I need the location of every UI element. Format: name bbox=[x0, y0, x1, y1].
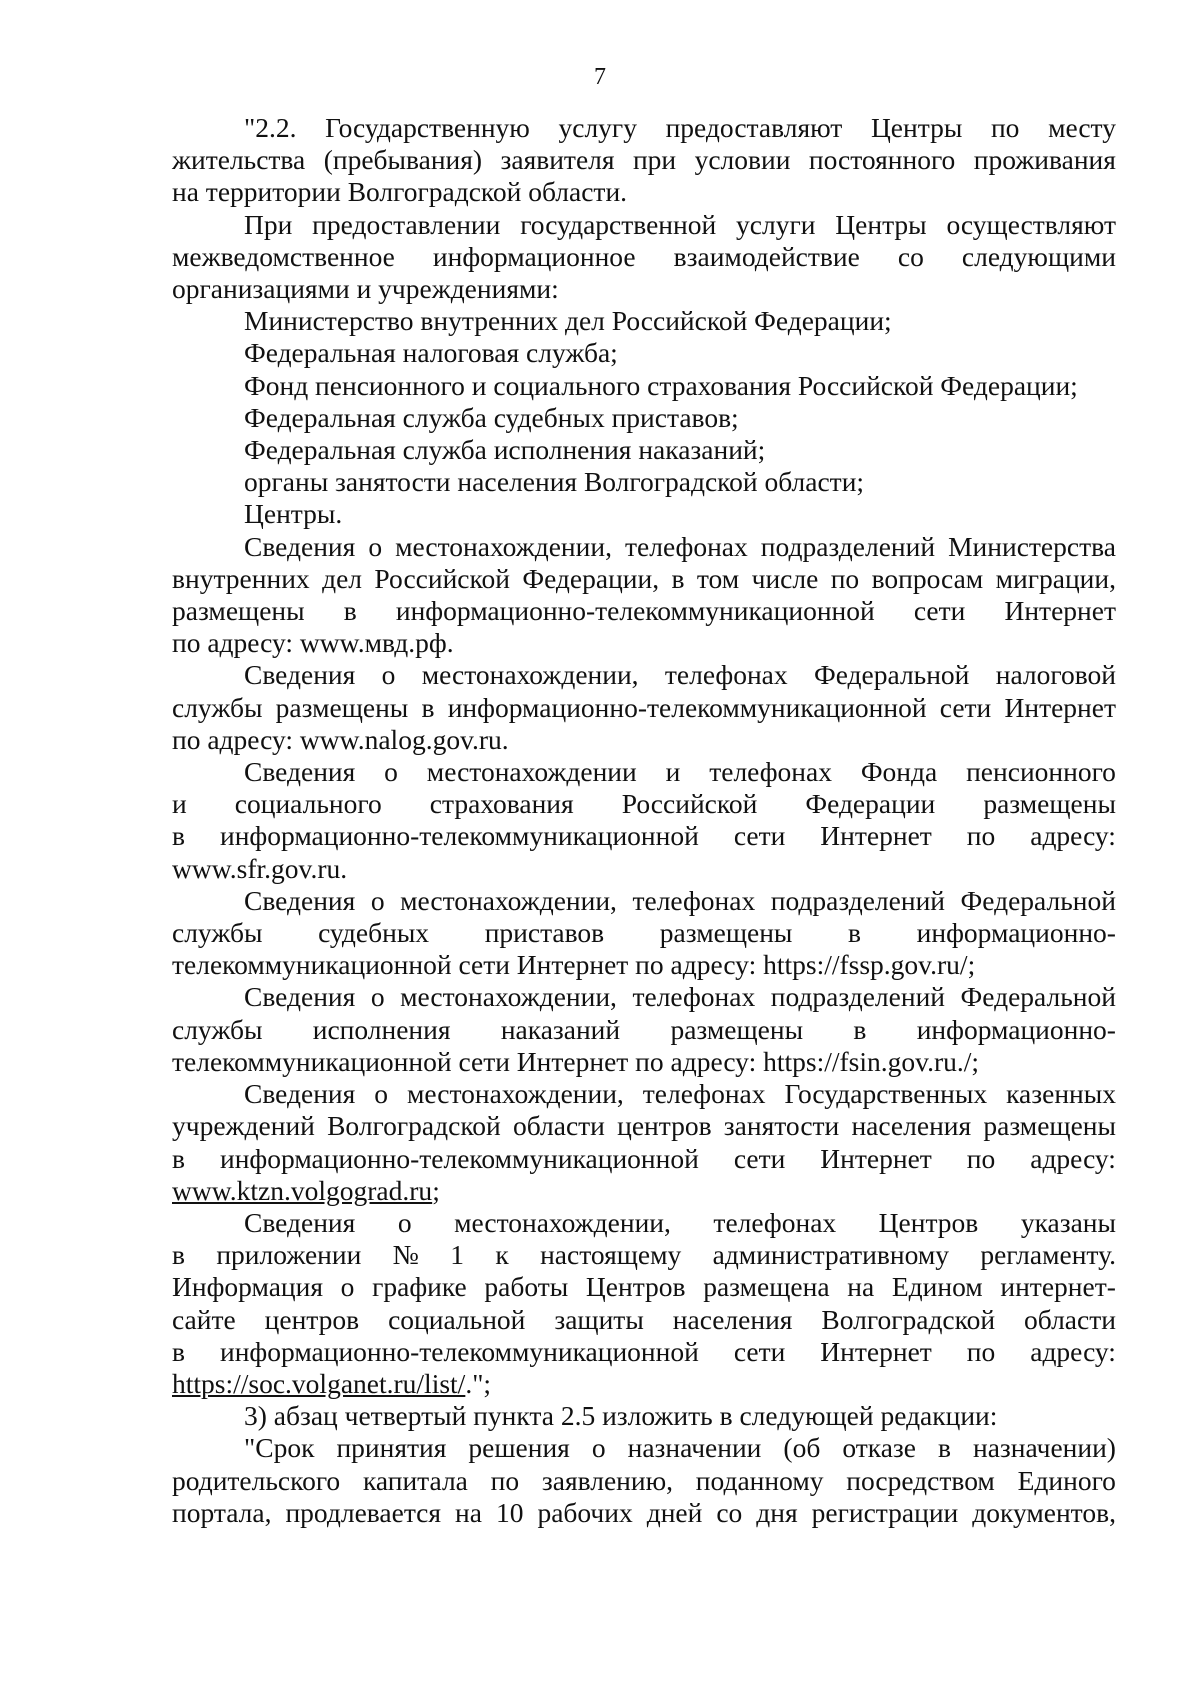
list-item: Министерство внутренних дел Российской Федерации; bbox=[244, 305, 892, 337]
word: дня bbox=[756, 1496, 798, 1528]
paragraph-centers bbox=[172, 1207, 1116, 1400]
word: в bbox=[172, 1335, 185, 1367]
word: в bbox=[172, 1239, 185, 1271]
word: по bbox=[990, 112, 1020, 143]
word: по bbox=[490, 1464, 520, 1496]
word: телефонах bbox=[632, 884, 756, 916]
word: о bbox=[384, 756, 398, 788]
word: в bbox=[172, 1142, 185, 1174]
text-line bbox=[172, 1110, 1116, 1142]
word: жительства bbox=[172, 144, 306, 176]
word: и bbox=[172, 788, 187, 820]
document-body bbox=[172, 112, 1116, 1529]
word: вопросам bbox=[871, 562, 984, 594]
word: информационно-телекоммуникационной bbox=[219, 820, 699, 852]
word: телефонах bbox=[709, 756, 832, 788]
word: При bbox=[244, 208, 293, 240]
word: Центры bbox=[835, 208, 927, 240]
word: 10 bbox=[495, 1496, 524, 1528]
word: настоящему bbox=[540, 1239, 682, 1271]
word: Интернет bbox=[820, 1142, 932, 1174]
word: о bbox=[368, 530, 383, 562]
text-line: организациями и учреждениями: bbox=[172, 273, 559, 305]
word: дел bbox=[322, 562, 362, 594]
text-line bbox=[172, 1465, 1116, 1497]
word: размещены bbox=[670, 1013, 804, 1045]
text-line bbox=[172, 756, 1116, 788]
text-line bbox=[172, 1175, 1116, 1207]
word: размещены bbox=[275, 691, 409, 723]
word: назначении bbox=[627, 1432, 762, 1464]
word: в bbox=[172, 820, 185, 852]
paragraph-2-2 bbox=[172, 112, 1116, 209]
text-line bbox=[172, 112, 1116, 144]
word: работы bbox=[484, 1271, 569, 1303]
word: размещены bbox=[983, 1110, 1116, 1142]
text-line: по адресу: www.мвд.рф. bbox=[172, 627, 454, 659]
word: службы bbox=[172, 917, 263, 949]
word: Сведения bbox=[244, 981, 356, 1013]
word: о bbox=[370, 884, 385, 916]
word: сети bbox=[913, 595, 966, 627]
word: о bbox=[397, 1206, 412, 1238]
word: защиты bbox=[554, 1303, 644, 1335]
word: местонахождении, bbox=[406, 1078, 624, 1110]
word: предоставлении bbox=[312, 208, 501, 240]
word: телефонах bbox=[625, 530, 748, 562]
word: наказаний bbox=[500, 1013, 621, 1045]
word: № bbox=[392, 1239, 419, 1271]
word: службы bbox=[172, 1013, 263, 1045]
word: Едином bbox=[891, 1271, 983, 1303]
word: сети bbox=[939, 691, 992, 723]
word: Волгоградской bbox=[821, 1303, 996, 1335]
word: пенсионного bbox=[966, 756, 1116, 788]
word: страхования bbox=[429, 788, 574, 820]
word: местонахождении, bbox=[395, 530, 612, 562]
soc-volganet-link[interactable]: https://soc.volganet.ru/list/ bbox=[172, 1367, 466, 1399]
paragraph-fssp bbox=[172, 885, 1116, 982]
word: размещены bbox=[659, 917, 793, 949]
word: "Срок bbox=[244, 1432, 315, 1464]
word: центров bbox=[264, 1303, 360, 1335]
word: со bbox=[716, 1496, 743, 1528]
word: области bbox=[1024, 1303, 1116, 1335]
word: информационное bbox=[432, 240, 636, 272]
word: Министерства bbox=[948, 530, 1116, 562]
word: родительского bbox=[172, 1464, 341, 1496]
word: указаны bbox=[1020, 1206, 1116, 1238]
word: подразделений bbox=[770, 884, 945, 916]
word: Интернет bbox=[1004, 595, 1116, 627]
word: Информация bbox=[172, 1271, 323, 1303]
word: Сведения bbox=[244, 884, 356, 916]
word: в bbox=[937, 1432, 951, 1464]
word: (об bbox=[783, 1432, 821, 1464]
word: Сведения bbox=[244, 1078, 356, 1110]
word: Волгоградской bbox=[327, 1110, 501, 1142]
word: взаимодействие bbox=[673, 240, 860, 272]
word: казенных bbox=[1006, 1078, 1116, 1110]
word: и bbox=[665, 756, 681, 788]
word: Интернет bbox=[820, 820, 932, 852]
word: межведомственное bbox=[172, 240, 395, 272]
text-line bbox=[172, 1432, 1116, 1464]
text-line bbox=[172, 1143, 1116, 1175]
list-item: Федеральная налоговая служба; bbox=[244, 337, 618, 369]
word: о bbox=[340, 1271, 355, 1303]
word: к bbox=[495, 1239, 509, 1271]
word: назначении) bbox=[973, 1432, 1116, 1464]
word: внутренних bbox=[172, 562, 310, 594]
word: условии bbox=[694, 144, 791, 176]
word: по bbox=[966, 1142, 996, 1174]
word: телефонах bbox=[664, 659, 788, 691]
word: регламенту. bbox=[980, 1239, 1116, 1271]
word: услугу bbox=[558, 112, 637, 143]
word: со bbox=[897, 240, 924, 272]
text-line bbox=[172, 820, 1116, 852]
text-line: www.sfr.gov.ru. bbox=[172, 852, 348, 884]
list-item: Центры. bbox=[244, 498, 343, 530]
text-line bbox=[172, 1207, 1116, 1239]
word: числе bbox=[751, 562, 819, 594]
word: судебных bbox=[318, 917, 430, 949]
page-number: 7 bbox=[594, 64, 606, 90]
word: приложении bbox=[216, 1239, 362, 1271]
word: Государственную bbox=[325, 112, 530, 143]
word: проживания bbox=[973, 144, 1116, 176]
word: услуги bbox=[736, 208, 816, 240]
word: сети bbox=[733, 820, 786, 852]
word: заявлению, bbox=[541, 1464, 674, 1496]
text-line bbox=[172, 531, 1116, 563]
word: Федерации, bbox=[522, 562, 660, 594]
paragraph-sfr bbox=[172, 756, 1116, 885]
text-line: телекоммуникационной сети Интернет по адресу: https://fssp.gov.ru/; bbox=[172, 949, 976, 981]
word: службы bbox=[172, 691, 263, 723]
word: по bbox=[966, 820, 996, 852]
word: осуществляют bbox=[946, 208, 1116, 240]
text-line bbox=[172, 1497, 1116, 1529]
list-item: Федеральная служба исполнения наказаний; bbox=[244, 434, 766, 466]
word: посредством bbox=[846, 1464, 995, 1496]
word: местонахождении, bbox=[421, 659, 639, 691]
word: в bbox=[848, 917, 862, 949]
word: информационно- bbox=[916, 917, 1116, 949]
word: в bbox=[671, 562, 685, 594]
word: Центров bbox=[878, 1206, 979, 1238]
word: регистрации bbox=[811, 1496, 959, 1528]
text-line bbox=[172, 885, 1116, 917]
ktzn-link[interactable]: www.ktzn.volgograd.ru bbox=[172, 1174, 433, 1206]
word: подразделений bbox=[770, 981, 945, 1013]
organizations-list bbox=[172, 305, 1116, 530]
word: том bbox=[696, 562, 740, 594]
word: Центры bbox=[870, 112, 963, 143]
list-item: Федеральная служба судебных приставов; bbox=[244, 401, 739, 433]
text-line bbox=[172, 1014, 1116, 1046]
word: на bbox=[847, 1271, 875, 1303]
word: предоставляют bbox=[665, 112, 843, 143]
paragraph-mvd bbox=[172, 531, 1116, 660]
word: решения bbox=[468, 1432, 570, 1464]
word: отказе bbox=[842, 1432, 916, 1464]
word: адресу: bbox=[1030, 1335, 1116, 1367]
word: Федеральной bbox=[813, 659, 970, 691]
text-fragment: ."; bbox=[465, 1367, 492, 1399]
word: приставов bbox=[484, 917, 605, 949]
word: Федеральной bbox=[960, 884, 1116, 916]
word: информационно-телекоммуникационной bbox=[219, 1335, 699, 1367]
paragraph-interaction bbox=[172, 209, 1116, 306]
word: Сведения bbox=[244, 530, 356, 562]
word: месту bbox=[1048, 112, 1116, 143]
word: о bbox=[591, 1432, 606, 1464]
word: Фонда bbox=[860, 756, 938, 788]
paragraph-2-5 bbox=[172, 1432, 1116, 1529]
text-line bbox=[172, 1271, 1116, 1303]
text-line bbox=[172, 1368, 1116, 1400]
word: сети bbox=[733, 1335, 786, 1367]
word: местонахождении, bbox=[400, 884, 617, 916]
text-line bbox=[172, 1239, 1116, 1271]
word: о bbox=[370, 981, 385, 1013]
word: графике bbox=[372, 1271, 467, 1303]
word: Интернет bbox=[820, 1335, 932, 1367]
word: заявителя bbox=[500, 144, 615, 176]
word: в bbox=[421, 691, 435, 723]
word: телефонах bbox=[642, 1078, 766, 1110]
word: 1 bbox=[450, 1239, 464, 1271]
word: при bbox=[632, 144, 677, 176]
word: адресу: bbox=[1030, 1142, 1116, 1174]
word: поданному bbox=[695, 1464, 824, 1496]
word: Центров bbox=[585, 1271, 686, 1303]
word: по bbox=[830, 562, 860, 594]
word: размещены bbox=[172, 595, 305, 627]
word: налоговой bbox=[995, 659, 1116, 691]
word: портала, bbox=[172, 1496, 272, 1528]
word: Интернет bbox=[1004, 691, 1116, 723]
word: размещены bbox=[983, 788, 1116, 820]
word: населения bbox=[672, 1303, 793, 1335]
text-line: по адресу: www.nalog.gov.ru. bbox=[172, 723, 509, 755]
word: следующими bbox=[961, 240, 1116, 272]
word: по bbox=[966, 1335, 996, 1367]
word: центров bbox=[617, 1110, 712, 1142]
word: подразделений bbox=[760, 530, 936, 562]
word: сайте bbox=[172, 1303, 236, 1335]
word: телефонах bbox=[713, 1206, 837, 1238]
list-item: органы занятости населения Волгоградской области; bbox=[244, 466, 865, 498]
word: местонахождении, bbox=[454, 1206, 671, 1238]
word: адресу: bbox=[1030, 820, 1116, 852]
word: рабочих bbox=[537, 1496, 633, 1528]
word: информационно-телекоммуникационной bbox=[395, 595, 875, 627]
text-line bbox=[172, 1078, 1116, 1110]
word: информационно-телекоммуникационной bbox=[447, 691, 927, 723]
word: населения bbox=[851, 1110, 972, 1142]
word: продлевается bbox=[285, 1496, 442, 1528]
word: Сведения bbox=[244, 659, 356, 691]
text-line bbox=[172, 659, 1116, 691]
text-line bbox=[172, 209, 1116, 241]
word: (пребывания) bbox=[323, 144, 483, 176]
text-line: телекоммуникационной сети Интернет по адресу: https://fsin.gov.ru./; bbox=[172, 1045, 980, 1077]
word: документов, bbox=[972, 1496, 1116, 1528]
word: о bbox=[381, 659, 396, 691]
word: государственной bbox=[520, 208, 717, 240]
word: капитала bbox=[362, 1464, 468, 1496]
word: Единого bbox=[1017, 1464, 1116, 1496]
word: принятия bbox=[336, 1432, 447, 1464]
word: информационно-телекоммуникационной bbox=[219, 1142, 699, 1174]
word: дней bbox=[646, 1496, 703, 1528]
amendment-item-3: 3) абзац четвертый пункта 2.5 изложить в следующей редакции: bbox=[244, 1400, 998, 1432]
word: Федерации bbox=[805, 788, 936, 820]
text-line: на территории Волгоградской области. bbox=[172, 176, 628, 208]
word: размещена bbox=[703, 1271, 830, 1303]
text-line bbox=[172, 788, 1116, 820]
word: учреждений bbox=[172, 1110, 315, 1142]
word: в bbox=[343, 595, 357, 627]
text-line bbox=[172, 692, 1116, 724]
word: Сведения bbox=[244, 756, 356, 788]
word: исполнения bbox=[312, 1013, 451, 1045]
word: в bbox=[853, 1013, 867, 1045]
word: сети bbox=[733, 1142, 786, 1174]
text-line bbox=[172, 241, 1116, 273]
text-line bbox=[172, 981, 1116, 1013]
word: постоянного bbox=[808, 144, 956, 176]
paragraph-fsin bbox=[172, 981, 1116, 1078]
text-line bbox=[172, 563, 1116, 595]
list-item: Фонд пенсионного и социального страхования Российской Федерации; bbox=[244, 369, 1078, 401]
paragraph-ktzn bbox=[172, 1078, 1116, 1207]
text-fragment: ; bbox=[432, 1174, 440, 1206]
text-line bbox=[172, 1336, 1116, 1368]
word: интернет- bbox=[1000, 1271, 1116, 1303]
word: телефонах bbox=[632, 981, 756, 1013]
word: занятости bbox=[723, 1110, 840, 1142]
word: социального bbox=[234, 788, 382, 820]
word: местонахождении, bbox=[400, 981, 617, 1013]
word: на bbox=[455, 1496, 482, 1528]
word: Государственных bbox=[784, 1078, 988, 1110]
text-line bbox=[172, 917, 1116, 949]
word: области bbox=[512, 1110, 605, 1142]
word: Федеральной bbox=[960, 981, 1116, 1013]
word: местонахождении bbox=[426, 756, 637, 788]
text-line bbox=[172, 1304, 1116, 1336]
text-line bbox=[172, 144, 1116, 176]
word: Сведения bbox=[244, 1206, 356, 1238]
word: административному bbox=[712, 1239, 949, 1271]
text-line bbox=[172, 595, 1116, 627]
word: "2.2. bbox=[244, 112, 297, 143]
word: социальной bbox=[388, 1303, 526, 1335]
word: Российской bbox=[621, 788, 758, 820]
word: Российской bbox=[374, 562, 510, 594]
word: миграции, bbox=[995, 562, 1116, 594]
paragraph-nalog bbox=[172, 659, 1116, 756]
word: информационно- bbox=[916, 1013, 1116, 1045]
word: о bbox=[374, 1078, 389, 1110]
